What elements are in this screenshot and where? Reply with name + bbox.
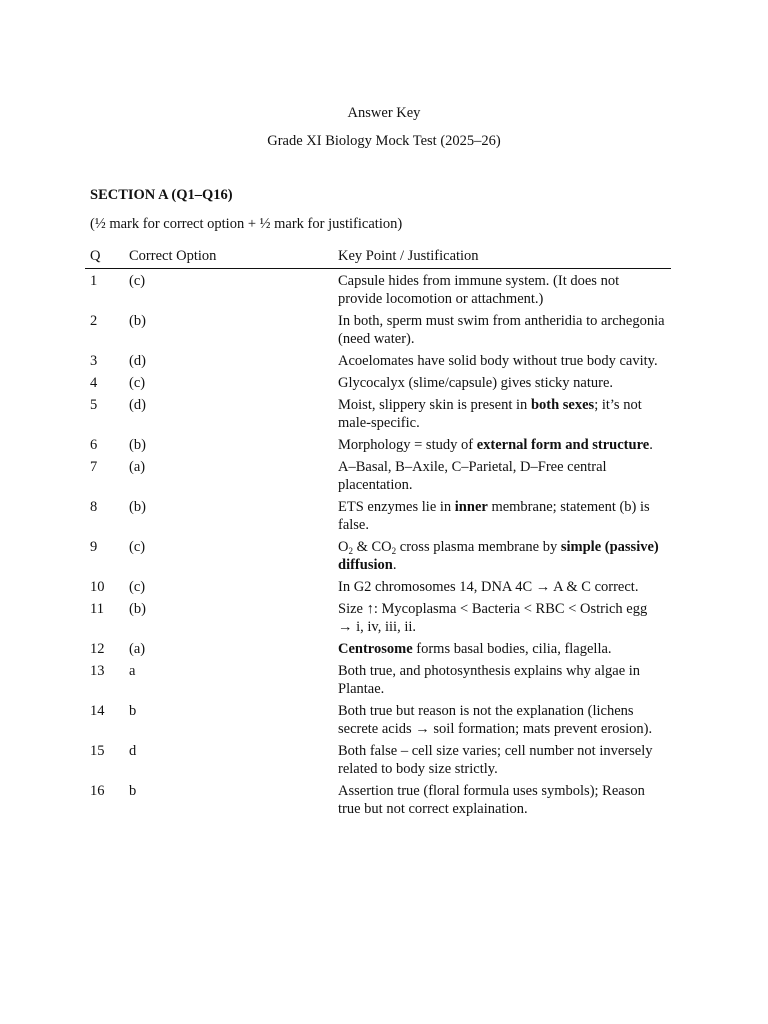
correct-option: (c) (129, 539, 146, 555)
text-segment: Both true but reason is not the explanation (lichens secrete acids → soil formation; mats prevent erosion). (338, 703, 653, 737)
question-number: 13 (90, 663, 105, 679)
text-segment: membrane; statement (b) is false. (338, 499, 650, 533)
table-row (85, 495, 671, 535)
table-row (85, 535, 671, 575)
key-point (333, 535, 671, 575)
key-point (333, 739, 671, 779)
text-segment: In both, sperm must swim from antheridia to archegonia (need water). (338, 313, 665, 347)
question-number: 4 (90, 375, 98, 391)
table-header-row (85, 247, 671, 269)
bold-text: both sexes (530, 397, 595, 413)
correct-option: b (129, 783, 137, 799)
correct-option: (a) (129, 459, 146, 475)
table-row (85, 371, 671, 393)
text-segment: Both true, and photosynthesis explains why algae in Plantae. (338, 663, 641, 697)
key-point (333, 637, 671, 659)
question-number: 12 (90, 641, 105, 657)
table-row (85, 739, 671, 779)
question-number: 11 (90, 601, 104, 617)
table-row (85, 269, 671, 310)
text-segment: forms basal bodies, cilia, flagella. (412, 641, 612, 657)
key-point (333, 309, 671, 349)
subscript-text: 2 (391, 546, 397, 556)
table-row (85, 309, 671, 349)
key-point (333, 349, 671, 371)
correct-option: (b) (129, 499, 146, 515)
bold-text: simple (passive) diffusion (338, 539, 659, 573)
text-segment: In G2 chromosomes 14, DNA 4C → A & C correct. (338, 579, 639, 595)
section-note: (½ mark for correct option + ½ mark for justification) (90, 216, 403, 232)
text-segment: Moist, slippery skin is present in (338, 397, 531, 413)
question-number: 7 (90, 459, 98, 475)
table-body (85, 269, 671, 820)
bold-text: inner (454, 499, 488, 515)
text-segment: Acoelomates have solid body without true body cavity. (338, 353, 658, 369)
column-header-justification: Key Point / Justification (333, 247, 671, 269)
key-point (333, 699, 671, 739)
bold-text: external form and structure (476, 437, 650, 453)
text-segment: . (392, 557, 397, 573)
question-number: 14 (90, 703, 105, 719)
table-row (85, 779, 671, 819)
correct-option: (c) (129, 273, 146, 289)
table-row (85, 637, 671, 659)
table-row (85, 659, 671, 699)
key-point (333, 433, 671, 455)
text-segment: Size ↑: Mycoplasma < Bacteria < RBC < Ostrich egg → i, iv, iii, ii. (338, 601, 648, 635)
table-row (85, 455, 671, 495)
question-number: 8 (90, 499, 98, 515)
question-number: 1 (90, 273, 98, 289)
text-segment: O (338, 539, 349, 555)
text-segment: Morphology = study of (338, 437, 477, 453)
key-point (333, 269, 671, 310)
question-number: 2 (90, 313, 98, 329)
text-segment: ; it’s not male-specific. (338, 397, 642, 431)
correct-option: (b) (129, 313, 146, 329)
correct-option: (c) (129, 375, 146, 391)
key-point (333, 495, 671, 535)
question-number: 9 (90, 539, 98, 555)
question-number: 6 (90, 437, 98, 453)
table-row (85, 433, 671, 455)
table-row (85, 699, 671, 739)
answer-table (85, 247, 671, 819)
key-point (333, 659, 671, 699)
text-segment: Both false – cell size varies; cell number not inversely related to body size strictly. (338, 743, 653, 777)
correct-option: (c) (129, 579, 146, 595)
question-number: 15 (90, 743, 105, 759)
correct-option: (d) (129, 353, 146, 369)
question-number: 16 (90, 783, 105, 799)
correct-option: b (129, 703, 137, 719)
text-segment: Capsule hides from immune system. (It does not provide locomotion or attachment.) (338, 273, 620, 307)
question-number: 5 (90, 397, 98, 413)
correct-option: (a) (129, 641, 146, 657)
text-segment: & CO (352, 539, 392, 555)
document-subtitle: Grade XI Biology Mock Test (2025–26) (267, 133, 501, 149)
key-point (333, 779, 671, 819)
column-header-option: Correct Option (124, 247, 333, 269)
correct-option: (d) (129, 397, 146, 413)
text-segment: . (649, 437, 653, 453)
text-segment: Glycocalyx (slime/capsule) gives sticky nature. (338, 375, 614, 391)
table-row (85, 597, 671, 637)
document-title: Answer Key (347, 105, 421, 121)
text-segment: A–Basal, B–Axile, C–Parietal, D–Free central placentation. (338, 459, 607, 493)
correct-option: (b) (129, 601, 146, 617)
table-row (85, 393, 671, 433)
table-row (85, 349, 671, 371)
question-number: 3 (90, 353, 98, 369)
correct-option: (b) (129, 437, 146, 453)
section-heading: SECTION A (Q1–Q16) (90, 187, 233, 203)
correct-option: a (129, 663, 136, 679)
correct-option: d (129, 743, 137, 759)
text-segment: Assertion true (floral formula uses symbols); Reason true but not correct explaination. (338, 783, 645, 817)
subscript-text: 2 (348, 546, 353, 556)
key-point (333, 597, 671, 637)
bold-text: Centrosome (338, 641, 413, 657)
text-segment: cross plasma membrane by (396, 539, 561, 555)
table-row (85, 575, 671, 597)
key-point (333, 393, 671, 433)
key-point (333, 575, 671, 597)
question-number: 10 (90, 579, 105, 595)
key-point (333, 455, 671, 495)
key-point (333, 371, 671, 393)
column-header-q: Q (85, 247, 124, 269)
text-segment: ETS enzymes lie in (338, 499, 455, 515)
